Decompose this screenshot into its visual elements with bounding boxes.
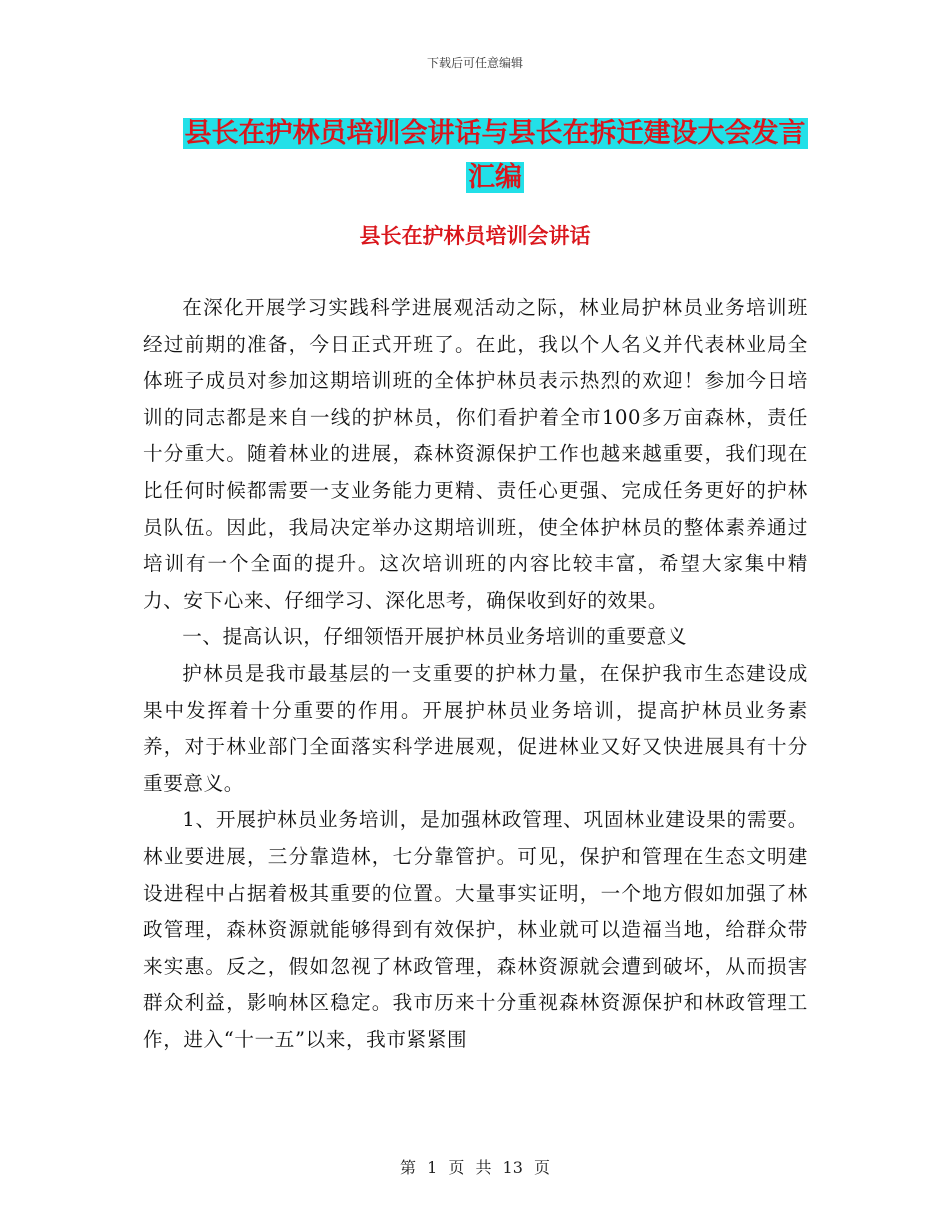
document-body	[143, 290, 808, 1058]
paragraph-point-1: 1、开展护林员业务培训，是加强林政管理、巩固林业建设果的需要。林业要进展，三分靠造林，七分靠管护。可见，保护和管理在生态文明建设进程中占据着极其重要的位置。大量事实证明，一个地方假如加强了林政管理，森林资源就能够得到有效保护，林业就可以造福当地，给群众带来实惠。反之，假如忽视了林政管理，森林资源就会遭到破坏，从而损害群众利益，影响林区稳定。我市历来十分重视森林资源保护和林政管理工作，进入“十一五”以来，我市紧紧围	[143, 808, 808, 1051]
paragraph-role: 护林员是我市最基层的一支重要的护林力量，在保护我市生态建设成果中发挥着十分重要的作用。开展护林员业务培训，提高护林员业务素养，对于林业部门全面落实科学进展观，促进林业又好又快进展具有十分重要意义。	[143, 661, 808, 795]
paragraph-intro: 在深化开展学习实践科学进展观活动之际，林业局护林员业务培训班经过前期的准备，今日正式开班了。在此，我以个人名义并代表林业局全体班子成员对参加这期培训班的全体护林员表示热烈的欢迎！参加今日培训的同志都是来自一线的护林员，你们看护着全市100多万亩森林，责任十分重大。随着林业的进展，森林资源保护工作也越来越重要，我们现在比任何时候都需要一支业务能力更精、责任心更强、完成任务更好的护林员队伍。因此，我局决定举办这期培训班，使全体护林员的整体素养通过培训有一个全面的提升。这次培训班的内容比较丰富，希望大家集中精力、安下心来、仔细学习、深化思考，确保收到好的效果。	[143, 296, 808, 612]
document-title	[145, 112, 845, 200]
page-number: 第 1 页 共 13 页	[400, 1158, 550, 1177]
document-title-line-2: 汇编	[468, 162, 522, 193]
download-note: 下载后可任意编辑	[426, 56, 523, 70]
paragraph-heading-1: 一、提高认识，仔细领悟开展护林员业务培训的重要意义	[182, 625, 688, 649]
section-title: 县长在护林员培训会讲话	[359, 224, 591, 248]
document-title-line-1: 县长在护林员培训会讲话与县长在拆迁建设大会发言	[184, 118, 806, 149]
